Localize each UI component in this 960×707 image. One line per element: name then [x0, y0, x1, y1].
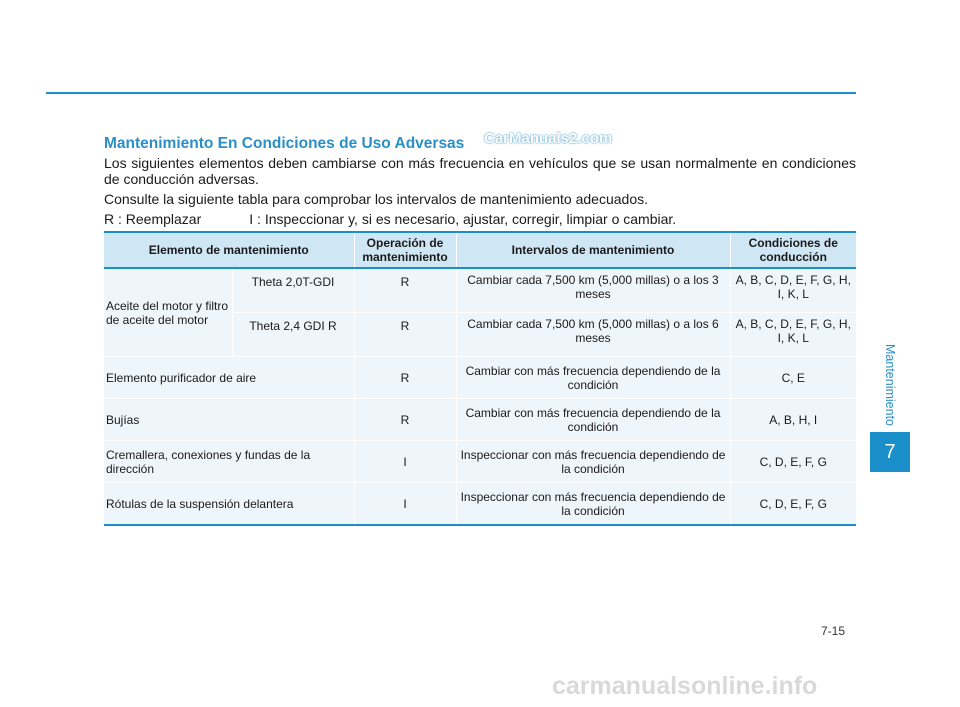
- interval-cell: Cambiar con más frecuencia dependiendo de la condición: [456, 399, 730, 441]
- conditions-cell: C, D, E, F, G: [730, 483, 856, 526]
- interval-cell: Inspeccionar con más frecuencia dependiendo de la condición: [456, 483, 730, 526]
- table-header-row: [104, 232, 856, 268]
- intro-paragraph-2: Consulte la siguiente tabla para comprobar los intervalos de mantenimiento adecuados.: [104, 191, 648, 207]
- interval-cell: Cambiar cada 7,500 km (5,000 millas) o a los 3 meses: [456, 268, 730, 313]
- header-operation: Operación de mantenimiento: [354, 232, 456, 268]
- operation-cell: R: [354, 268, 456, 313]
- legend-inspect: I : Inspeccionar y, si es necesario, ajustar, corregir, limpiar o cambiar.: [249, 211, 677, 227]
- table-row: [104, 399, 856, 441]
- header-interval: Intervalos de mantenimiento: [456, 232, 730, 268]
- watermark-logo: CarManuals2.com: [484, 130, 613, 147]
- page-number: 7-15: [821, 624, 846, 638]
- operation-cell: R: [354, 313, 456, 357]
- chapter-number-tab: 7: [870, 432, 910, 472]
- item-cell: Elemento purificador de aire: [104, 357, 354, 399]
- item-cell: Rótulas de la suspensión delantera: [104, 483, 354, 526]
- conditions-cell: A, B, H, I: [730, 399, 856, 441]
- legend-replace: R : Reemplazar: [104, 211, 202, 227]
- engine-cell: Theta 2,0T-GDI: [232, 268, 354, 313]
- interval-cell: Cambiar cada 7,500 km (5,000 millas) o a los 6 meses: [456, 313, 730, 357]
- item-cell: Aceite del motor y filtro de aceite del motor: [104, 268, 232, 357]
- item-cell: Bujías: [104, 399, 354, 441]
- footer-watermark: carmanualsonline.info: [552, 672, 818, 700]
- operation-cell: R: [354, 399, 456, 441]
- table-row: [104, 483, 856, 526]
- header-item: Elemento de mantenimiento: [104, 232, 354, 268]
- interval-cell: Cambiar con más frecuencia dependiendo de la condición: [456, 357, 730, 399]
- chapter-label-text: Mantenimiento: [883, 344, 897, 426]
- intro-paragraph-1: Los siguientes elementos deben cambiarse con más frecuencia en vehículos que se usan normalmente en condiciones de conducción adversas.: [104, 155, 856, 187]
- intro-text: [104, 155, 856, 231]
- conditions-cell: A, B, C, D, E, F, G, H, I, K, L: [730, 268, 856, 313]
- operation-cell: I: [354, 483, 456, 526]
- top-rule: [46, 92, 856, 94]
- maintenance-table: [104, 231, 856, 526]
- table-row: [104, 357, 856, 399]
- chapter-side-label: [870, 340, 910, 430]
- table-row: [104, 441, 856, 483]
- conditions-cell: C, E: [730, 357, 856, 399]
- conditions-cell: C, D, E, F, G: [730, 441, 856, 483]
- operation-cell: R: [354, 357, 456, 399]
- section-title: Mantenimiento En Condiciones de Uso Adversas: [104, 135, 465, 152]
- conditions-cell: A, B, C, D, E, F, G, H, I, K, L: [730, 313, 856, 357]
- item-cell: Cremallera, conexiones y fundas de la dirección: [104, 441, 354, 483]
- table-row: [104, 268, 856, 313]
- engine-cell: Theta 2,4 GDI R: [232, 313, 354, 357]
- header-conditions: Condiciones de conducción: [730, 232, 856, 268]
- legend-line: [104, 211, 856, 227]
- operation-cell: I: [354, 441, 456, 483]
- interval-cell: Inspeccionar con más frecuencia dependiendo de la condición: [456, 441, 730, 483]
